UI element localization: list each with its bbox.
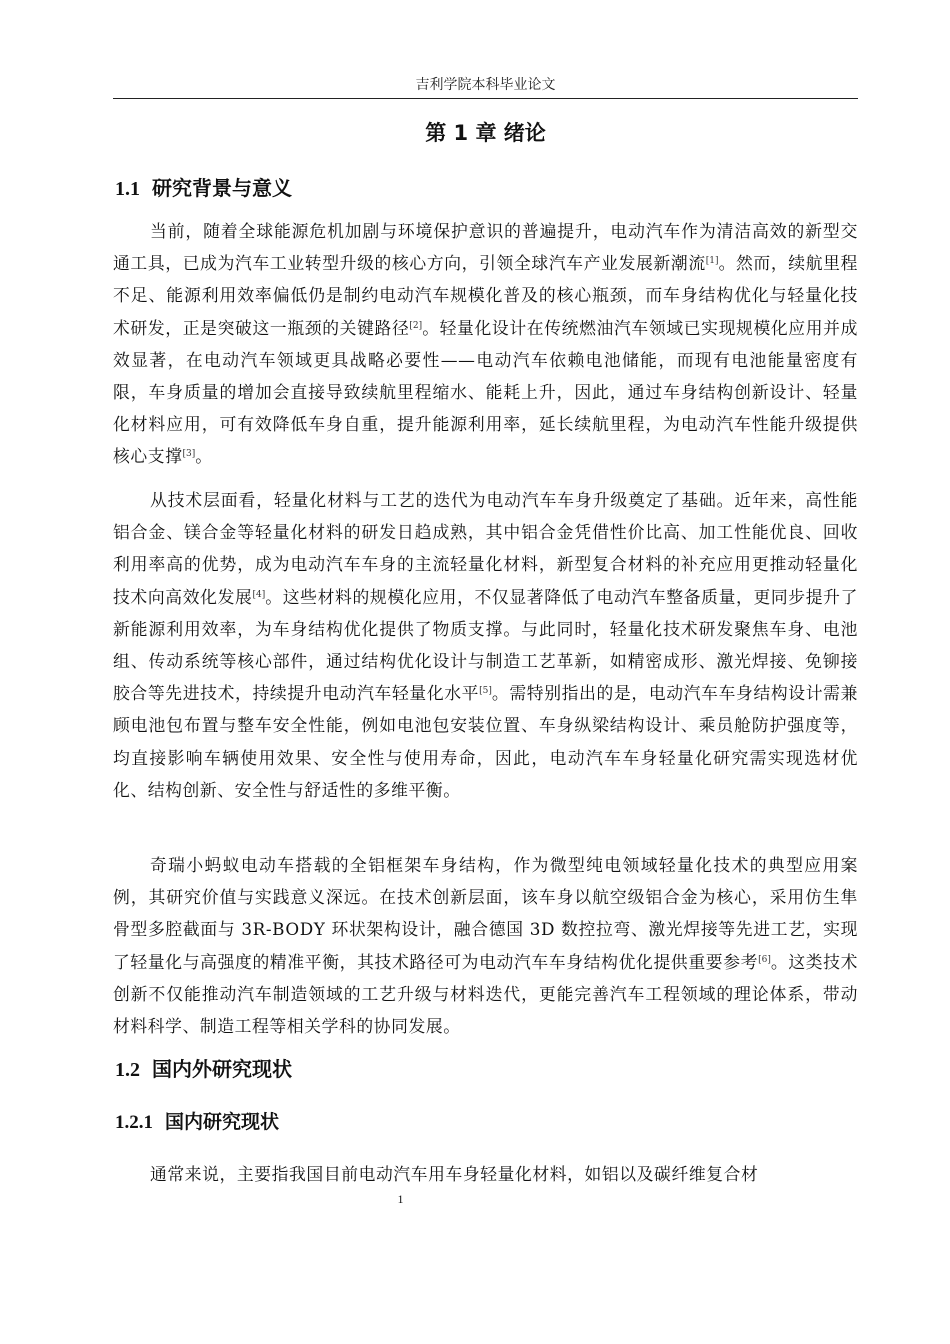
paragraph-text: 奇瑞小蚂蚁电动车搭载的全铝框架车身结构，作为微型纯电领域轻量化技术的典型应用案例，其研究价值与实践意义深远。在技术创新层面，该车身以航空级铝合金为核心，采用仿生隼骨型多腔截面与 3R-BODY 环状架构设计，融合德国 3D 数控拉弯、激光焊接等先进工艺，实现了轻量化与高强度的精准平衡，其技术路径可为电动汽车车身结构优化提供重要参考 [113, 855, 858, 972]
subsection-number: 1.2.1 [115, 1112, 153, 1133]
body-paragraph [113, 1158, 858, 1190]
paragraph-text: 。轻量化设计在传统燃油汽车领域已实现规模化应用并成效显著，在电动汽车领域更具战略必要性——电动汽车依赖电池储能，而现有电池能量密度有限，车身质量的增加会直接导致续航里程缩水、能耗上升，因此，通过车身结构创新设计、轻量化材料应用，可有效降低车身自重，提升能源利用率，延长续航里程，为电动汽车性能升级提供核心支撑 [113, 317, 858, 467]
page-number: 1 [397, 1192, 404, 1206]
paragraph-text: 。这类技术创新不仅能推动汽车制造领域的工艺升级与材料迭代，更能完善汽车工程领域的理论体系，带动材料科学、制造工程等相关学科的协同发展。 [113, 951, 858, 1037]
body-paragraph [113, 849, 858, 1042]
body-paragraph [113, 215, 858, 473]
citation-ref: [2] [409, 320, 423, 331]
paragraph-text: 当前，随着全球能源危机加剧与环境保护意识的普遍提升，电动汽车作为清洁高效的新型交通工具，已成为汽车工业转型升级的核心方向，引领全球汽车产业发展新潮流 [113, 221, 858, 274]
section-title: 国内外研究现状 [152, 1057, 292, 1081]
paragraph-text: 从技术层面看，轻量化材料与工艺的迭代为电动汽车车身升级奠定了基础。近年来，高性能铝合金、镁合金等轻量化材料的研发日趋成熟，其中铝合金凭借性价比高、加工性能优良、回收利用率高的优势，成为电动汽车车身的主流轻量化材料，新型复合材料的补充应用更推动轻量化技术向高效化发展 [113, 490, 858, 607]
paragraph-text: 。 [195, 446, 213, 467]
paragraph-text: 通常来说，主要指我国目前电动汽车用车身轻量化材料，如铝以及碳纤维复合材 [150, 1164, 759, 1184]
section-number: 1.2 [115, 1059, 140, 1081]
body-paragraph [113, 484, 858, 806]
citation-ref: [1] [705, 256, 719, 267]
subsection-title: 国内研究现状 [165, 1111, 280, 1133]
header-divider [113, 98, 858, 99]
section-heading-1-2 [115, 1053, 292, 1082]
citation-ref: [5] [479, 686, 492, 697]
paragraph-text: 。然而，续航里程不足、能源利用效率偏低仍是制约电动汽车规模化普及的核心瓶颈，而车身结构优化与轻量化技术研发，正是突破这一瓶颈的关键路径 [113, 253, 858, 338]
running-header: 吉利学院本科毕业论文 [415, 78, 556, 93]
chapter-title: 第 1 章 绪论 [425, 121, 546, 145]
subsection-heading-1-2-1 [115, 1107, 279, 1134]
citation-ref: [6] [758, 954, 771, 965]
section-title: 研究背景与意义 [152, 176, 292, 200]
paragraph-text: 。这些材料的规模化应用，不仅显著降低了电动汽车整备质量，更同步提升了新能源利用效率，为车身结构优化提供了物质支撑。与此同时，轻量化技术研发聚焦车身、电池组、传动系统等核心部件，通过结构优化设计与制造工艺革新，如精密成形、激光焊接、免铆接胶合等先进技术，持续提升电动汽车轻量化水平 [113, 586, 858, 704]
paragraph-text: 。需特别指出的是，电动汽车车身结构设计需兼顾电池包布置与整车安全性能，例如电池包安装位置、车身纵梁结构设计、乘员舱防护强度等，均直接影响车辆使用效果、安全性与使用寿命，因此，电动汽车车身轻量化研究需实现选材优化、结构创新、安全性与舒适性的多维平衡。 [113, 683, 858, 800]
section-heading-1-1 [115, 172, 292, 201]
citation-ref: [3] [182, 449, 196, 460]
section-number: 1.1 [115, 178, 140, 200]
citation-ref: [4] [252, 589, 266, 600]
